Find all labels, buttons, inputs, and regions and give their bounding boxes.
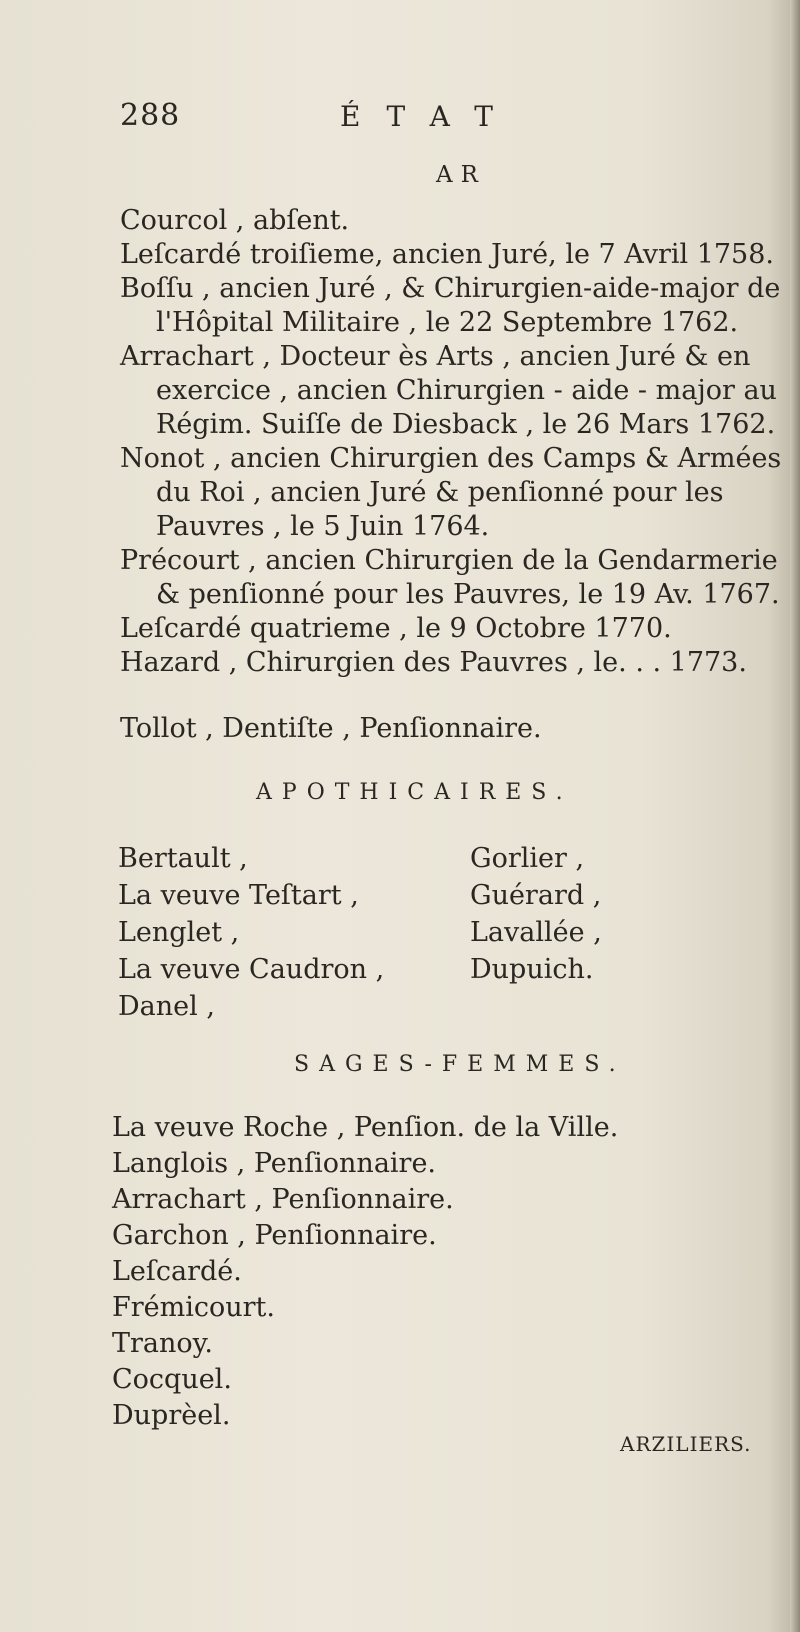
apothecaries-right-column <box>470 840 602 988</box>
list-item: Dupuich. <box>470 954 594 985</box>
surgeon-entry <box>120 340 777 442</box>
surgeon-entry <box>120 646 770 680</box>
entry-line: Leſcardé troiſieme, ancien Juré, le 7 Avril 1758. <box>120 239 774 270</box>
surgeon-entry <box>120 442 782 544</box>
list-item: Arrachart , Penſionnaire. <box>112 1184 454 1215</box>
list-item: Lavallée , <box>470 917 602 948</box>
entry-line: Nonot , ancien Chirurgien des Camps & Armées <box>120 443 782 474</box>
surgeon-entry <box>120 544 780 612</box>
entry-line: Arrachart , Docteur ès Arts , ancien Juré & en <box>120 341 751 372</box>
surgeon-entry <box>120 204 770 238</box>
list-item: Duprèel. <box>112 1400 231 1431</box>
list-item: Gorlier , <box>470 843 585 874</box>
apothecaries-list <box>118 840 638 1020</box>
apothecaries-heading: APOTHICAIRES. <box>256 780 573 805</box>
list-item: Langlois , Penſionnaire. <box>112 1148 437 1179</box>
page-number: 288 <box>120 98 181 133</box>
page-header <box>120 98 720 138</box>
midwives-heading: SAGES-FEMMES. <box>294 1052 626 1077</box>
entry-line: Leſcardé quatrieme , le 9 Octobre 1770. <box>120 613 672 644</box>
entry-line: Tollot , Dentiſte , Penſionnaire. <box>120 713 542 744</box>
entry-line: Pauvres , le 5 Juin 1764. <box>156 511 490 542</box>
list-item: La veuve Roche , Penſion. de la Ville. <box>112 1112 619 1143</box>
list-item: Garchon , Penſionnaire. <box>112 1220 437 1251</box>
page-spine-shadow <box>790 0 800 1632</box>
entry-line: Précourt , ancien Chirurgien de la Gendarmerie <box>120 545 778 576</box>
list-item: Bertault , <box>118 843 248 874</box>
surgeon-entry <box>120 272 781 340</box>
apothecaries-left-column <box>118 840 384 1025</box>
list-item: Cocquel. <box>112 1364 232 1395</box>
surgeons-list <box>120 204 782 680</box>
list-item: Tranoy. <box>112 1328 213 1359</box>
entry-line: Régim. Suiſſe de Diesback , le 26 Mars 1762. <box>156 409 776 440</box>
list-item: Leſcardé. <box>112 1256 242 1287</box>
list-item: Frémicourt. <box>112 1292 275 1323</box>
surgeon-entry <box>120 238 774 272</box>
entry-line: exercice , ancien Chirurgien - aide - major au <box>156 375 777 406</box>
entry-line: Boſſu , ancien Juré , & Chirurgien-aide-major de <box>120 273 781 304</box>
entry-line: du Roi , ancien Juré & penſionné pour les <box>156 477 724 508</box>
running-head: ÉTAT <box>340 100 519 133</box>
dentist-entry <box>120 712 770 746</box>
sub-heading: AR <box>436 162 486 188</box>
surgeon-entry <box>120 612 770 646</box>
entry-line: l'Hôpital Militaire , le 22 Septembre 1762. <box>156 307 739 338</box>
catchword: ARZILIERS. <box>620 1432 752 1456</box>
midwives-list <box>112 1110 618 1434</box>
list-item: La veuve Teſtart , <box>118 880 359 911</box>
entry-line: Courcol , abſent. <box>120 205 350 236</box>
list-item: Danel , <box>118 991 215 1022</box>
entry-line: Hazard , Chirurgien des Pauvres , le. . . 1773. <box>120 647 747 678</box>
list-item: Lenglet , <box>118 917 240 948</box>
list-item: La veuve Caudron , <box>118 954 385 985</box>
list-item: Guérard , <box>470 880 602 911</box>
entry-line: & penſionné pour les Pauvres, le 19 Av. 1767. <box>156 579 780 610</box>
